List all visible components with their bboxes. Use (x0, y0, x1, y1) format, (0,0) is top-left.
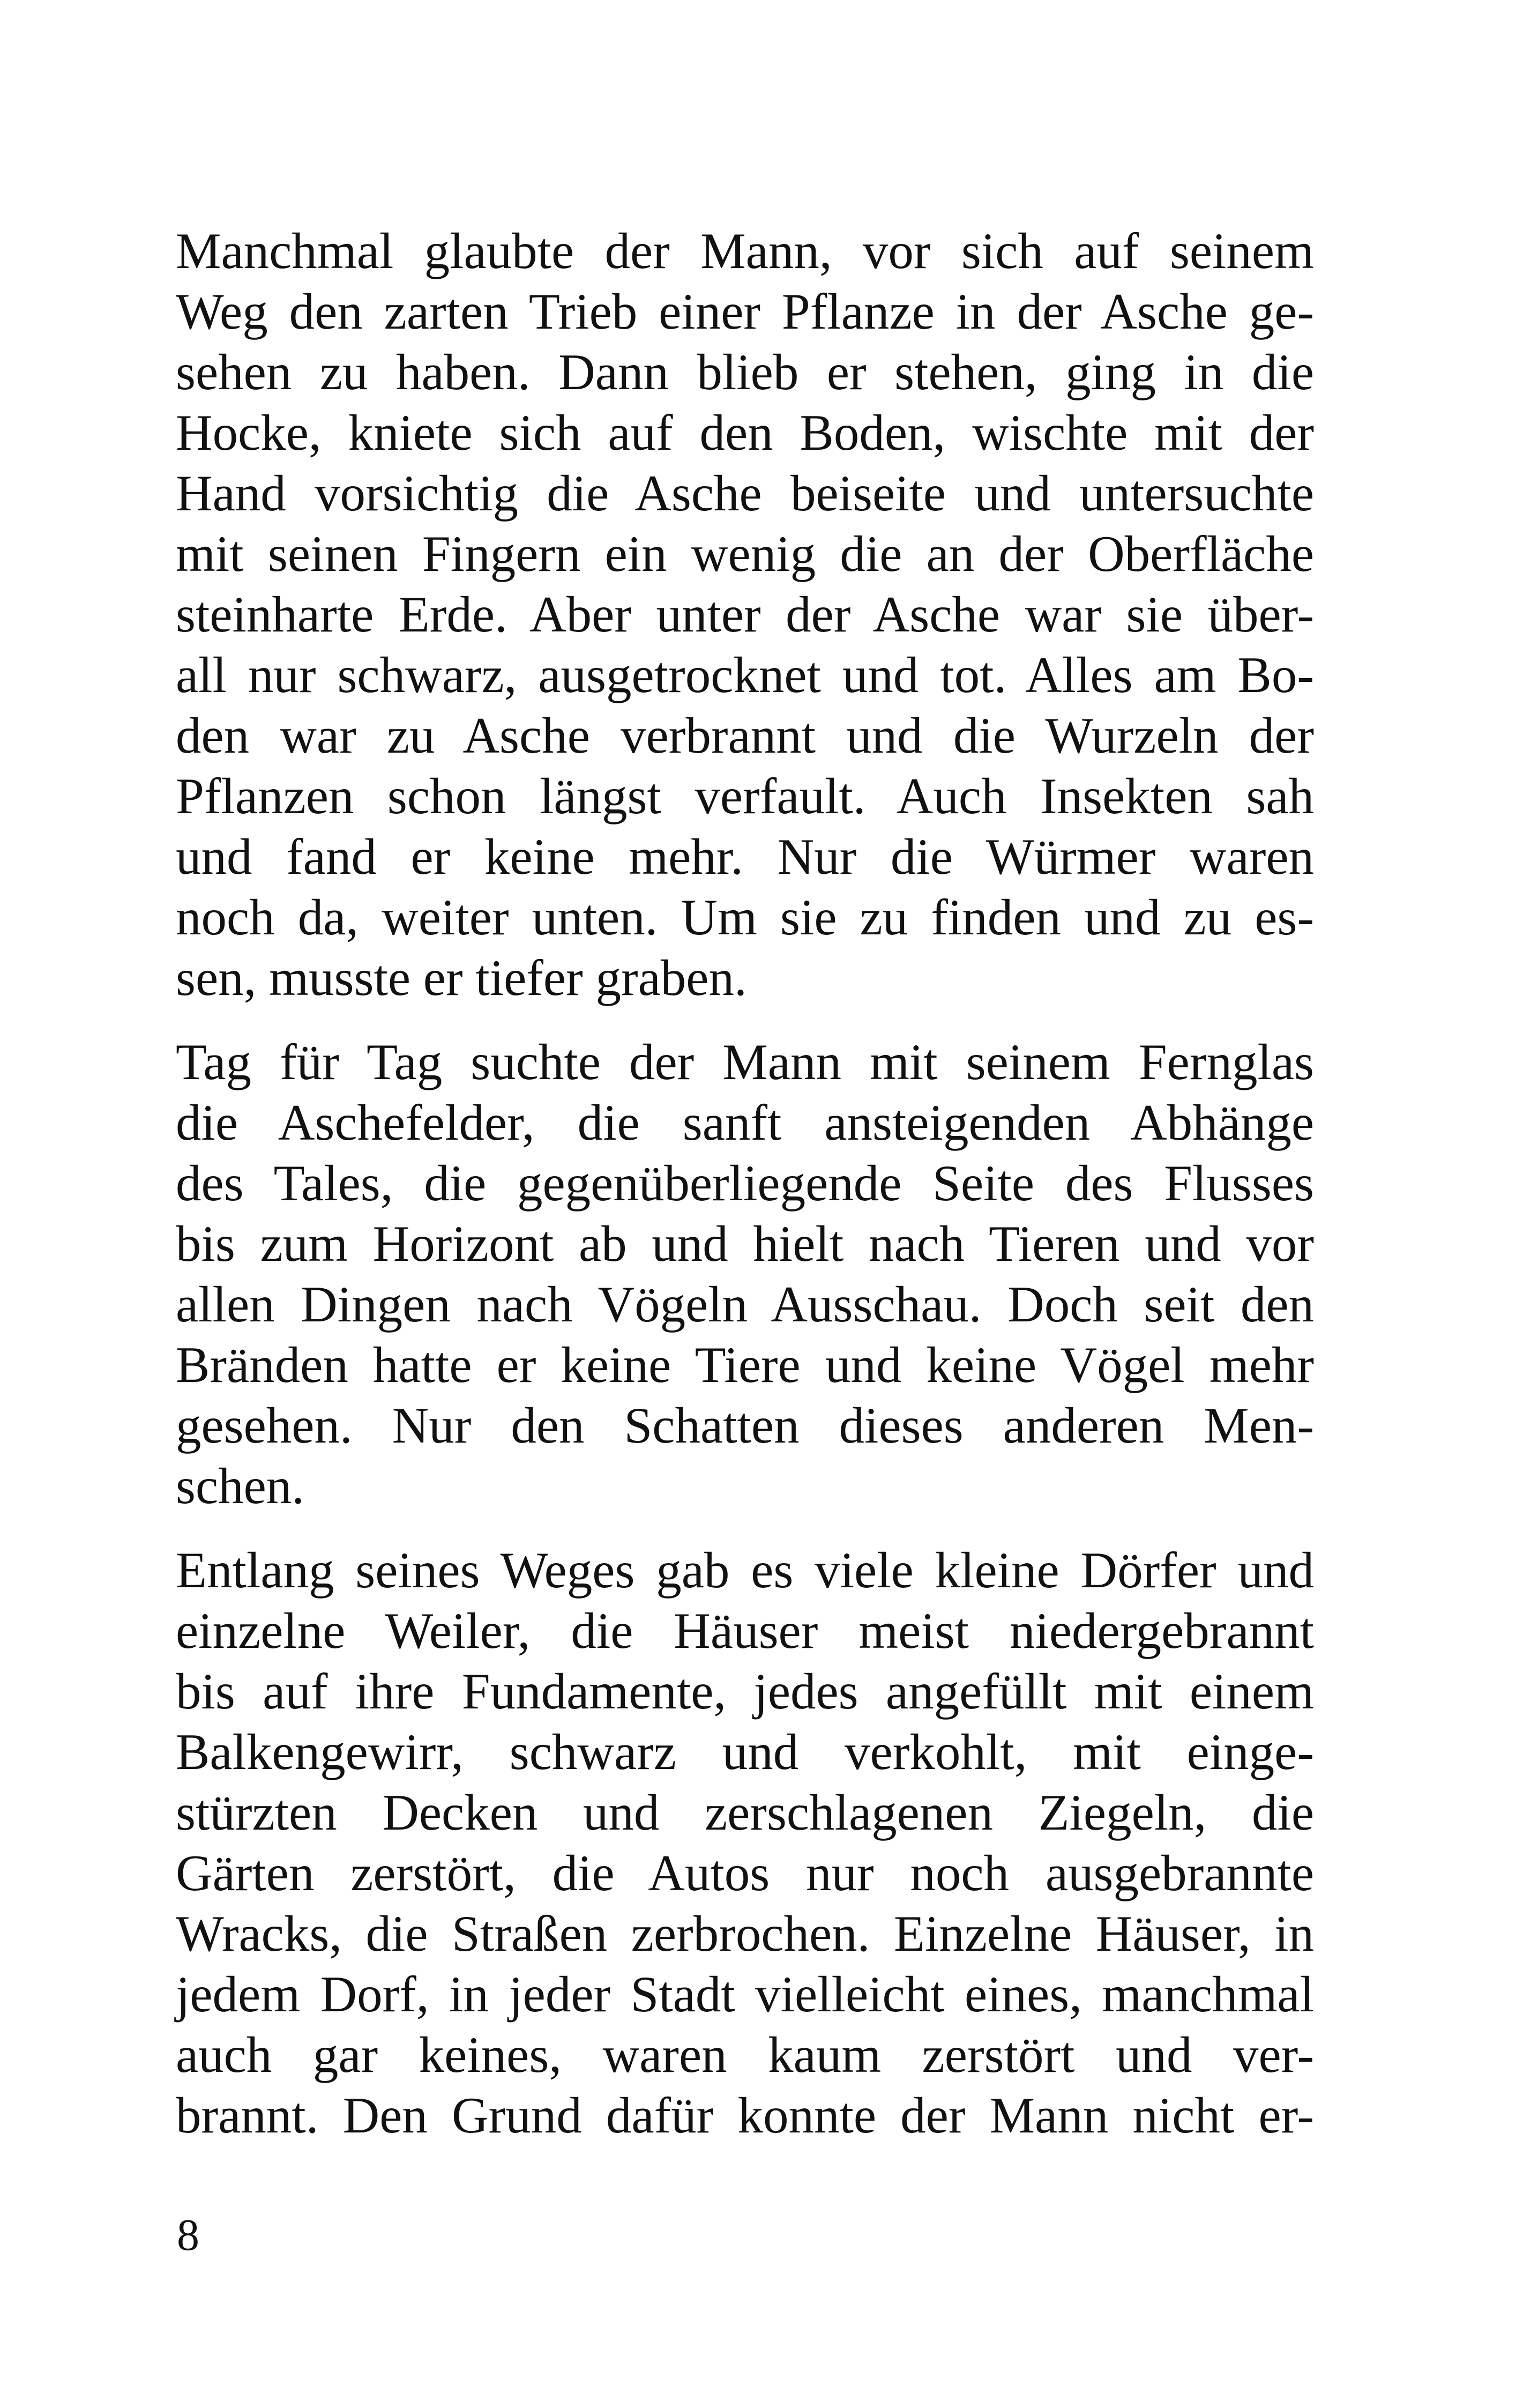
body-text (176, 221, 1314, 2169)
text-line: sen, musste er tiefer graben. (176, 949, 747, 1006)
text-line: bis zum Horizont ab und hielt nach Tieren und vor (176, 1215, 1314, 1272)
text-line: allen Dingen nach Vögeln Ausschau. Doch seit den (176, 1276, 1314, 1333)
text-line: auch gar keines, waren kaum zerstört und ver- (176, 2026, 1314, 2083)
text-line: Balkengewirr, schwarz und verkohlt, mit einge- (176, 1723, 1314, 1780)
text-line: Entlang seines Weges gab es viele kleine Dörfer und (176, 1542, 1314, 1599)
text-line: Weg den zarten Trieb einer Pflanze in der Asche ge- (176, 283, 1314, 340)
text-line: Pflanzen schon längst verfault. Auch Insekten sah (176, 768, 1314, 824)
text-line: gesehen. Nur den Schatten dieses anderen Men- (176, 1397, 1314, 1454)
text-line: Manchmal glaubte der Mann, vor sich auf seinem (176, 222, 1314, 279)
text-line: steinharte Erde. Aber unter der Asche war sie über- (176, 586, 1314, 643)
text-line: Wracks, die Straßen zerbrochen. Einzelne Häuser, in (176, 1905, 1314, 1962)
text-line: schen. (176, 1458, 305, 1514)
text-line: stürzten Decken und zerschlagenen Ziegeln, die (176, 1784, 1314, 1841)
text-line: einzelne Weiler, die Häuser meist niedergebrannt (176, 1602, 1314, 1659)
text-line: noch da, weiter unten. Um sie zu finden und zu es- (176, 889, 1314, 946)
text-line: die Aschefelder, die sanft ansteigenden Abhänge (176, 1094, 1314, 1151)
paragraph-3 (176, 1540, 1314, 2146)
page-number: 8 (177, 2210, 199, 2260)
text-line: all nur schwarz, ausgetrocknet und tot. Alles am Bo- (176, 646, 1314, 703)
text-line: sehen zu haben. Dann blieb er stehen, ging in die (176, 344, 1314, 400)
paragraph-2 (176, 1032, 1314, 1517)
text-line: bis auf ihre Fundamente, jedes angefüllt mit einem (176, 1663, 1314, 1720)
text-line: brannt. Den Grund dafür konnte der Mann nicht er- (176, 2087, 1314, 2144)
paragraph-1 (176, 221, 1314, 1008)
text-line: Gärten zerstört, die Autos nur noch ausgebrannte (176, 1845, 1314, 1901)
text-line: den war zu Asche verbrannt und die Wurzeln der (176, 707, 1314, 764)
text-line: mit seinen Fingern ein wenig die an der Oberfläche (176, 525, 1314, 582)
text-line: und fand er keine mehr. Nur die Würmer waren (176, 828, 1314, 885)
text-line: Bränden hatte er keine Tiere und keine Vögel mehr (176, 1336, 1314, 1393)
text-line: des Tales, die gegenüberliegende Seite des Flusses (176, 1155, 1314, 1212)
text-line: jedem Dorf, in jeder Stadt vielleicht eines, manchmal (176, 1966, 1314, 2023)
text-line: Hocke, kniete sich auf den Boden, wischte mit der (176, 404, 1314, 461)
text-line: Tag für Tag suchte der Mann mit seinem Fernglas (176, 1034, 1314, 1090)
text-line: Hand vorsichtig die Asche beiseite und untersuchte (176, 465, 1314, 522)
